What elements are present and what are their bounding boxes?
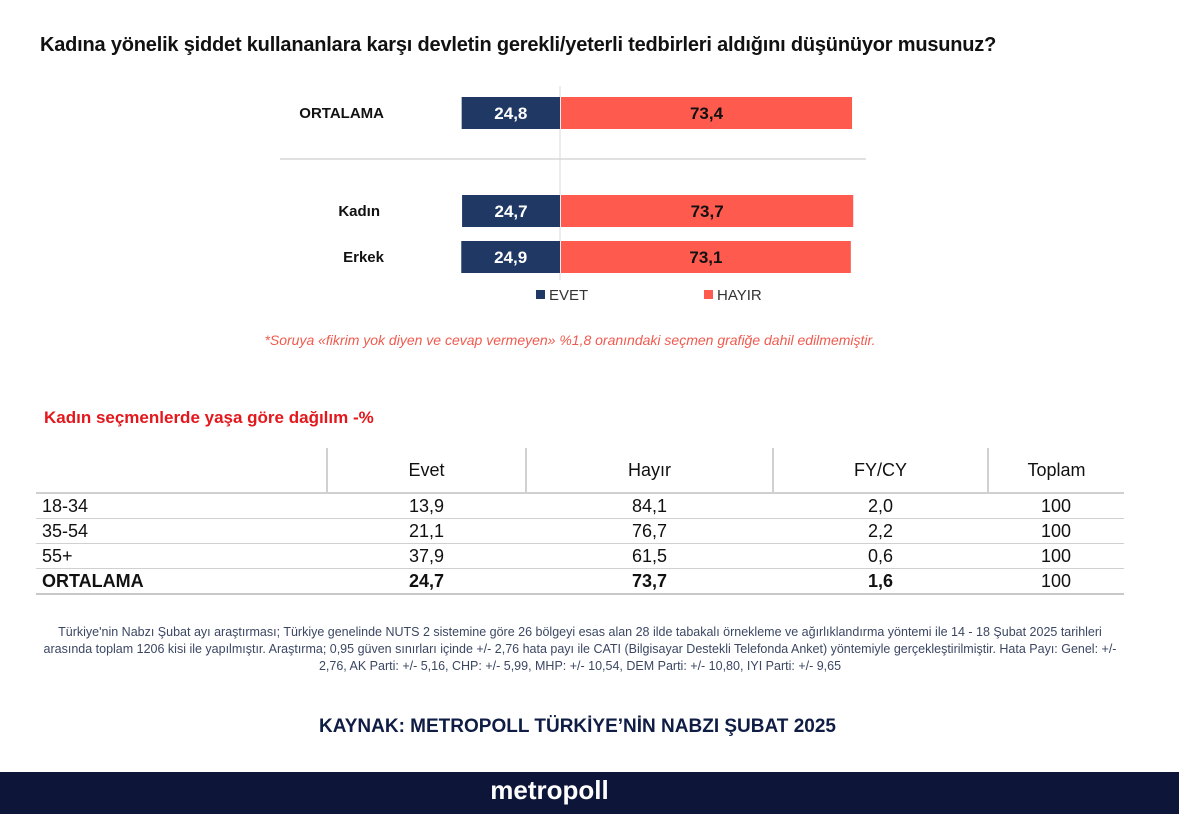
cell-evet: 37,9 <box>327 544 526 569</box>
cell-fycy: 2,2 <box>773 519 988 544</box>
diverging-bar-chart <box>0 80 1179 320</box>
row-label: 18-34 <box>36 493 327 519</box>
footer-bar <box>0 772 1179 814</box>
table-row-average <box>36 569 1124 595</box>
header-hayir: Hayır <box>526 448 773 493</box>
data-label-hayir: 73,1 <box>689 248 723 267</box>
cell-evet: 24,7 <box>327 569 526 595</box>
data-label-hayir: 73,7 <box>690 202 724 221</box>
legend-label-evet: EVET <box>549 287 589 304</box>
cell-fycy: 1,6 <box>773 569 988 595</box>
legend-swatch-hayir <box>704 290 713 299</box>
legend-swatch-evet <box>536 290 545 299</box>
data-label-hayir: 73,4 <box>689 104 724 123</box>
data-label-evet: 24,7 <box>494 202 528 221</box>
row-label: 35-54 <box>36 519 327 544</box>
data-label-evet: 24,9 <box>494 248 528 267</box>
header-toplam: Toplam <box>988 448 1124 493</box>
row-label: 55+ <box>36 544 327 569</box>
cell-evet: 21,1 <box>327 519 526 544</box>
cell-toplam: 100 <box>988 544 1124 569</box>
data-label-evet: 24,8 <box>494 104 528 123</box>
table-row <box>36 544 1124 569</box>
cell-hayir: 84,1 <box>526 493 773 519</box>
cell-toplam: 100 <box>988 569 1124 595</box>
cell-hayir: 73,7 <box>526 569 773 595</box>
cell-toplam: 100 <box>988 493 1124 519</box>
chart-footnote: *Soruya «fikrim yok diyen ve cevap vermeyen» %1,8 oranındaki seçmen grafiğe dahil edilmemiştir. <box>264 332 876 348</box>
methodology-note: Türkiye'nin Nabzı Şubat ayı araştırması; Türkiye genelinde NUTS 2 sistemine göre 26 bölgeyi esas alan 28 ilde tabakalı örnekleme ve ağırlıklandırma yöntemi ile 14 - 18 Şubat 2025 tarihleri arasında toplam 1206 kisi ile yapılmıştır. Araştırma; 0,95 güven sınırları içinde +/- 2,76 hata payı ile CATI (Bilgisayar Destekli Telefonda Anket) yöntemiyle gerçekleştirilmiştir. Hata Payı: Genel: +/- 2,76, AK Parti: +/- 5,16, CHP: +/- 5,99, MHP: +/- 10,54, DEM Parti: +/- 10,80, IYI Parti: +/- 9,65 <box>43 625 1117 673</box>
category-label: Erkek <box>343 249 384 266</box>
age-distribution-table <box>36 448 1124 595</box>
legend-label-hayir: HAYIR <box>717 287 762 304</box>
header-fycy: FY/CY <box>773 448 988 493</box>
category-label: ORTALAMA <box>299 105 384 122</box>
row-label: ORTALAMA <box>36 569 327 595</box>
table-row <box>36 519 1124 544</box>
chart-title: Kadına yönelik şiddet kullananlara karşı devletin gerekli/yeterli tedbirleri aldığını düşünüyor musunuz? <box>40 34 997 56</box>
table-header-row <box>36 448 1124 493</box>
cell-hayir: 61,5 <box>526 544 773 569</box>
cell-fycy: 2,0 <box>773 493 988 519</box>
cell-hayir: 76,7 <box>526 519 773 544</box>
category-label: Kadın <box>338 203 380 220</box>
header-empty <box>36 448 327 493</box>
cell-fycy: 0,6 <box>773 544 988 569</box>
cell-toplam: 100 <box>988 519 1124 544</box>
source-line: KAYNAK: METROPOLL TÜRKİYE’NİN NABZI ŞUBAT 2025 <box>319 716 836 737</box>
table-row <box>36 493 1124 519</box>
cell-evet: 13,9 <box>327 493 526 519</box>
table-title: Kadın seçmenlerde yaşa göre dağılım -% <box>44 408 374 427</box>
header-evet: Evet <box>327 448 526 493</box>
brand-logo-text: metropoll <box>490 775 609 805</box>
